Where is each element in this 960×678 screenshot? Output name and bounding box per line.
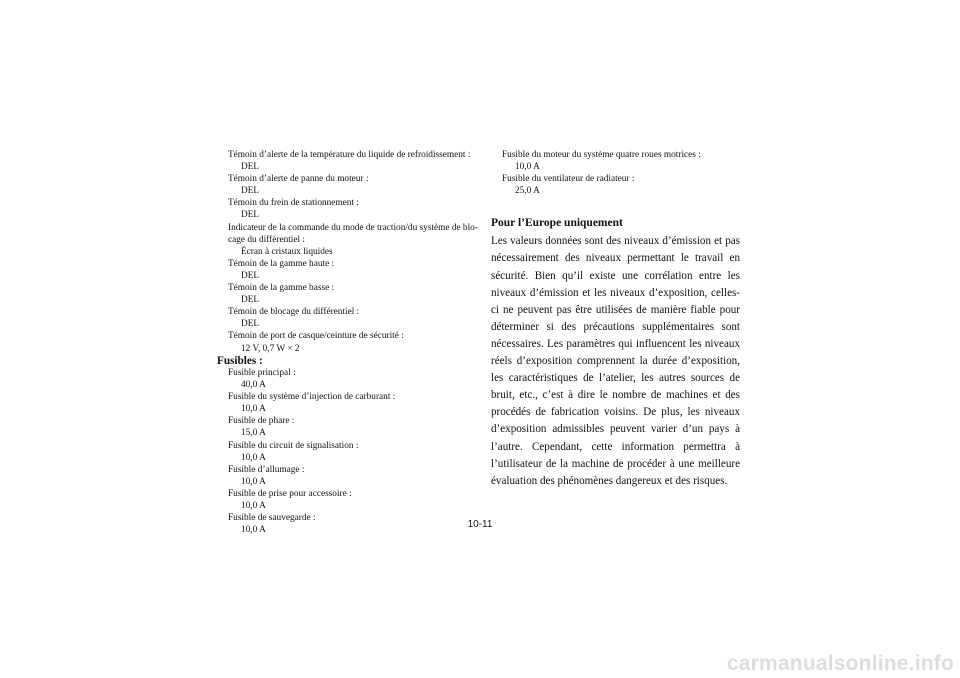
indicator-label: Témoin de blocage du différentiel : [228, 307, 360, 318]
fuse-value: 15,0 A [241, 428, 266, 439]
fuse-value: 25,0 A [515, 186, 540, 197]
fuse-label: Fusible de sauvegarde : [228, 513, 316, 524]
indicator-value: DEL [241, 186, 260, 197]
fuse-label: Fusible principal : [228, 368, 296, 378]
europe-section-paragraph: Les valeurs données sont des niveaux d’émission et pas nécessairement des niveaux permettant le travail en sécurité. Bien qu’il existe une corrélation entre les niveaux d’émission et les niveaux d’exposition, celles-ci ne peuvent pas être utilisées de manière fiable pour déterminer si des précautions supplémentaires sont nécessaires. Les paramètres qui influencent les niveaux réels d’exposition comprennent la durée d’exposition, les caractéristiques de l’atelier, les autres sources de bruit, etc., c’est à dire le nombre de machines et des procédés de fabrication voisins. De plus, les niveaux d’exposition admissibles peuvent varier d’un pays à l’autre. Cependant, cette information permettra à l’utilisateur de la machine de procéder à une meilleure évaluation des phénomènes dangereux et des risques. [491, 235, 740, 487]
indicator-value: DEL [241, 162, 260, 173]
indicator-label-continued: cage du différentiel : [228, 234, 306, 245]
page-number: 10-11 [467, 519, 493, 530]
indicator-value: Écran à cristaux liquides [241, 246, 333, 257]
indicator-label: Témoin d’alerte de la température du liquide de refroidissement : [228, 150, 471, 160]
indicator-value: DEL [241, 270, 260, 281]
fuse-value: 10,0 A [241, 525, 266, 536]
indicator-label: Témoin du frein de stationnement : [228, 198, 359, 209]
indicator-value: 12 V, 0,7 W × 2 [241, 343, 300, 354]
indicator-value: DEL [241, 210, 260, 221]
indicator-label: Indicateur de la commande du mode de traction/du système de blo- [228, 222, 478, 233]
fuses-heading: Fusibles : [217, 354, 263, 367]
fuse-value: 10,0 A [241, 501, 266, 512]
fuse-label: Fusible du circuit de signalisation : [228, 440, 359, 451]
indicator-label: Témoin d’alerte de panne du moteur : [228, 174, 369, 185]
fuse-value: 10,0 A [515, 162, 540, 173]
fuse-value: 40,0 A [241, 380, 266, 391]
fuse-label: Fusible de prise pour accessoire : [228, 488, 352, 499]
fuse-value: 10,0 A [241, 452, 266, 463]
left-column [217, 149, 478, 536]
fuse-value: 10,0 A [241, 476, 266, 487]
indicator-label: Témoin de la gamme haute : [228, 258, 335, 269]
indicator-label: Témoin de port de casque/ceinture de sécurité : [228, 331, 404, 342]
fuse-label: Fusible d’allumage : [228, 464, 305, 475]
fuse-value: 10,0 A [241, 404, 266, 415]
fuse-label: Fusible du ventilateur de radiateur : [502, 174, 635, 185]
fuse-label: Fusible du moteur du système quatre roues motrices : [502, 150, 701, 160]
indicator-value: DEL [241, 319, 260, 330]
indicator-label: Témoin de la gamme basse : [228, 283, 335, 294]
fuse-label: Fusible du système d’injection de carburant : [228, 392, 396, 403]
europe-section-title: Pour l’Europe uniquement [491, 217, 623, 230]
indicator-value: DEL [241, 295, 260, 306]
right-column [491, 149, 740, 490]
watermark: carmanualsonline.info [726, 652, 954, 675]
fuse-label: Fusible de phare : [228, 416, 295, 427]
